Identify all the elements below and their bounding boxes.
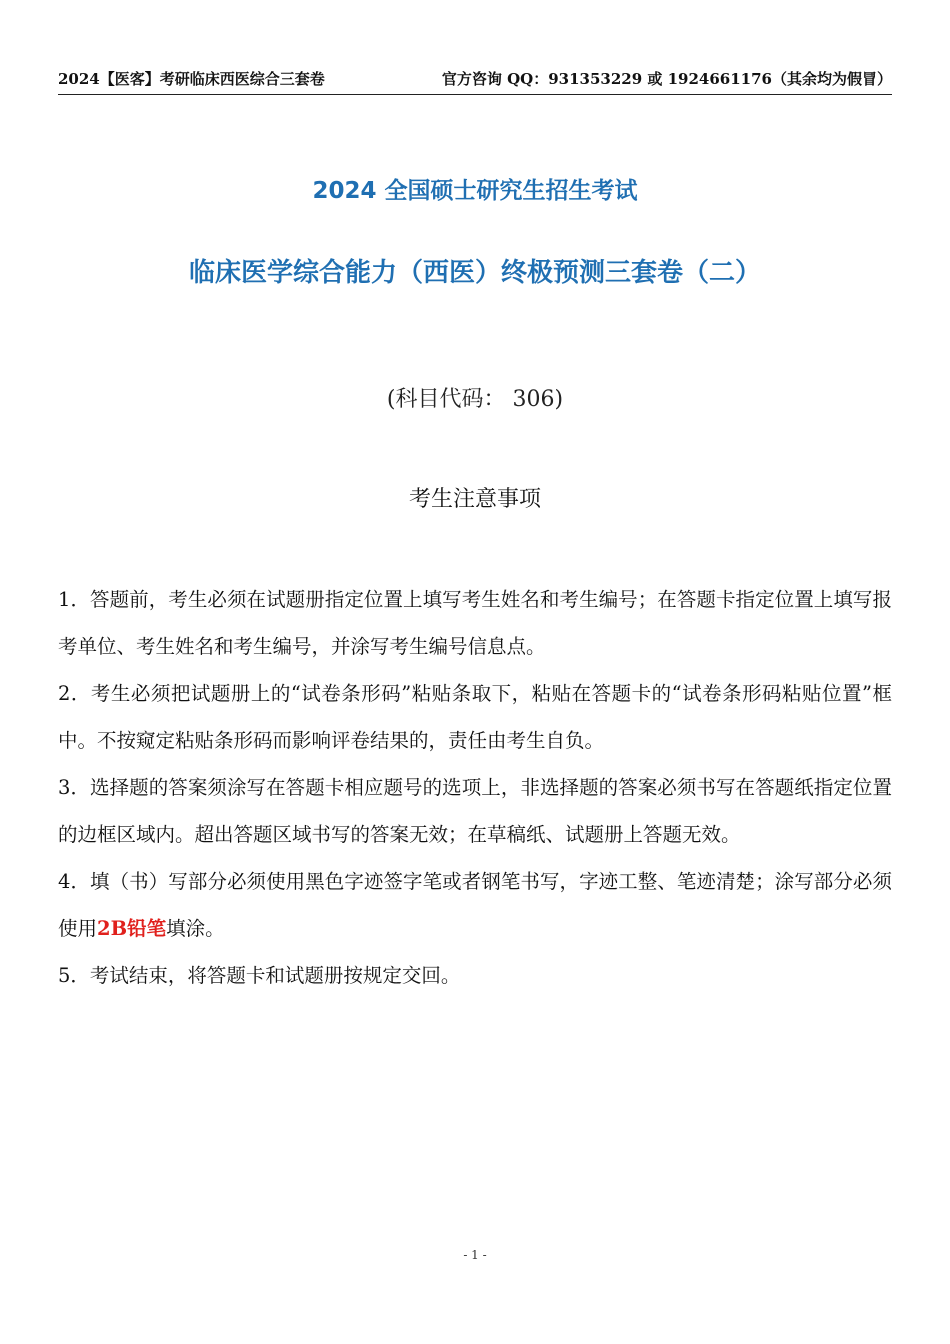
notice-item-4-text-after: 填涂。	[166, 917, 225, 940]
exam-title: 2024 全国硕士研究生招生考试	[312, 178, 638, 204]
page-number: - 1 -	[463, 1248, 487, 1262]
page-header	[58, 64, 892, 95]
paper-title: 临床医学综合能力（西医）终极预测三套卷（二）	[188, 258, 761, 288]
header-left-text: 2024【医客】考研临床西医综合三套卷	[58, 70, 325, 88]
notice-item-3: 3．选择题的答案须涂写在答题卡相应题号的选项上，非选择题的答案必须书写在答题纸指定位置的边框区域内。超出答题区域书写的答案无效；在草稿纸、试题册上答题无效。	[58, 776, 892, 846]
notice-item-5: 5．考试结束，将答题卡和试题册按规定交回。	[58, 964, 461, 987]
pencil-highlight: 2B铅笔	[97, 917, 167, 940]
notice-item-4-text-before: 4．填（书）写部分必须使用黑色字迹签字笔或者钢笔书写，字迹工整、笔迹清楚；涂写部分必须使用	[58, 870, 892, 940]
header-right-text: 官方咨询 QQ：931353229 或 1924661176（其余均为假冒）	[441, 70, 892, 88]
notice-item-2: 2．考生必须把试题册上的“试卷条形码”粘贴条取下，粘贴在答题卡的“试卷条形码粘贴位置”框中。不按窥定粘贴条形码而影响评卷结果的，责任由考生自负。	[58, 682, 892, 752]
subject-code: (科目代码： 306)	[386, 387, 564, 412]
notice-heading: 考生注意事项	[408, 487, 541, 512]
notice-list	[58, 576, 892, 999]
notice-item-1: 1．答题前，考生必须在试题册指定位置上填写考生姓名和考生编号；在答题卡指定位置上填写报考单位、考生姓名和考生编号，并涂写考生编号信息点。	[58, 588, 892, 658]
notice-item-4	[58, 858, 892, 952]
